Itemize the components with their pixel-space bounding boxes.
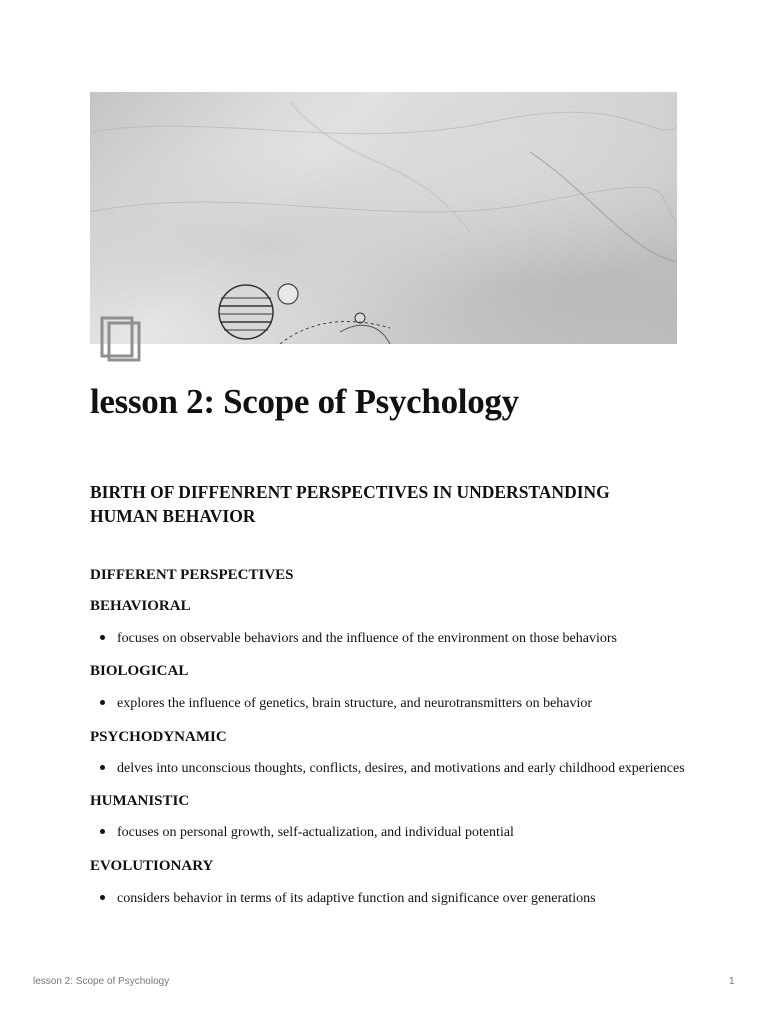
perspective-heading-humanistic: HUMANISTIC — [90, 793, 190, 809]
perspective-heading-biological: BIOLOGICAL — [90, 663, 189, 679]
perspective-heading-evolutionary: EVOLUTIONARY — [90, 858, 214, 874]
perspectives-heading: DIFFERENT PERSPECTIVES — [90, 567, 294, 583]
list-item — [100, 825, 514, 841]
perspective-description: explores the influence of genetics, brain structure, and neurotransmitters on behavior — [117, 696, 593, 711]
list-item — [100, 761, 685, 777]
perspective-description: considers behavior in terms of its adaptive function and significance over generations — [117, 891, 596, 906]
cover-image — [90, 92, 677, 344]
perspective-description: delves into unconscious thoughts, conflicts, desires, and motivations and early childhood experiences — [117, 761, 685, 776]
footer-document-title: lesson 2: Scope of Psychology — [33, 976, 170, 987]
planets-sketch-image — [90, 92, 677, 344]
page-title: lesson 2: Scope of Psychology — [90, 382, 519, 421]
perspective-heading-behavioral: BEHAVIORAL — [90, 598, 191, 614]
list-item — [100, 891, 596, 907]
bullet-dot — [100, 829, 105, 834]
bullet-dot — [100, 700, 105, 705]
subtitle: BIRTH OF DIFFENRENT PERSPECTIVES IN UNDERSTANDING HUMAN BEHAVIOR — [90, 482, 610, 526]
bullet-dot — [100, 765, 105, 770]
perspective-heading-psychodynamic: PSYCHODYNAMIC — [90, 729, 227, 745]
perspective-description: focuses on personal growth, self-actualization, and individual potential — [117, 825, 514, 840]
bullet-dot — [100, 895, 105, 900]
perspective-description: focuses on observable behaviors and the influence of the environment on those behaviors — [117, 631, 617, 646]
list-item — [100, 696, 592, 712]
document-icon — [100, 316, 142, 362]
footer-page-number: 1 — [729, 976, 735, 987]
bullet-dot — [100, 635, 105, 640]
list-item — [100, 631, 617, 647]
